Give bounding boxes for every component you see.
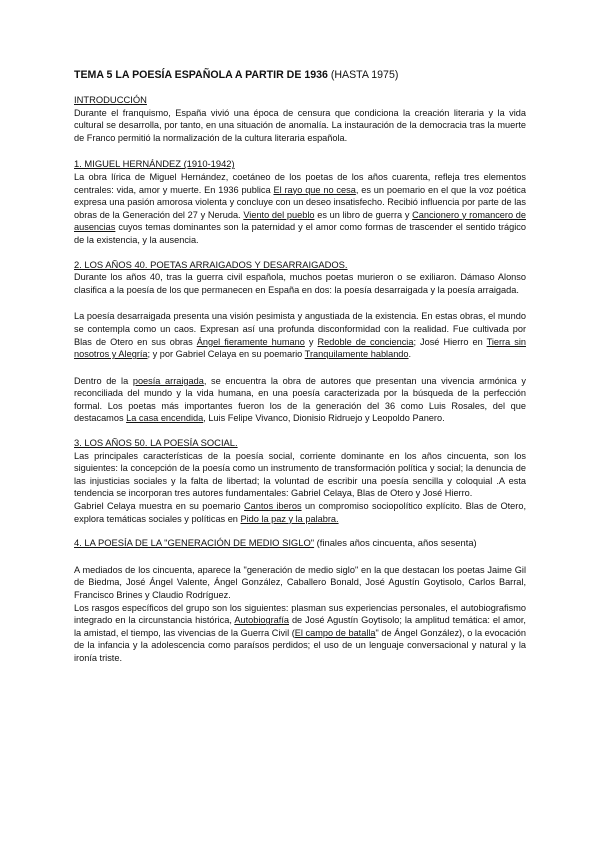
- work-tierra-sin-nosotros: Tierra sin nosotros y Alegría: [74, 336, 526, 360]
- section3-celaya: Gabriel Celaya muestra en su poemario Cantos iberos un compromiso sociopolítico explícito. Blas de Otero, explora temáticas sociales y políticas en Pido la paz y la palabra.: [74, 501, 527, 524]
- section1-heading: 1. MIGUEL HERNÁNDEZ (1910-1942): [74, 158, 235, 170]
- section4-text: A mediados de los cincuenta, aparece la "generación de medio siglo" en la que destacan los poetas Jaime Gil de Biedma, José Ángel Valente, Ángel González, Caballero Bonald, José Agustín Goytisolo, Carlos Barral, Francisco Brines y Claudio Rodríguez.: [74, 564, 526, 600]
- section2-desarraigada: La poesía desarraigada presenta una visión pesimista y angustiada de la existencia. En estas obras, el mundo se contempla como un caos. Expresan así una profunda disconformidad con la realidad. Fue cultivada por Blas de Otero en sus obras Ángel fieramente humano y Redoble de conciencia; José Hierro en Tierra sin nosotros y Alegría; y por Gabriel Celaya en su poemario Tranquilamente hablando.: [74, 311, 526, 360]
- section4-rasgos: Los rasgos específicos del grupo son los siguientes: plasman sus experiencias personales, el autobiografismo integrado en la circunstancia histórica, Autobiografía de José Agustín Goytisolo; la amplitud temática: el amor, la amistad, el tiempo, las vivencias de la Guerra Civil (El campo de batalla" de Ángel González), o la evocación de la infancia y la adolescencia como paraísos perdidos; el uso de un lenguaje conversacional y natural y la ironía triste.: [74, 602, 526, 663]
- title-main: TEMA 5 LA POESÍA ESPAÑOLA A PARTIR DE 1936: [74, 69, 328, 81]
- work-autobiografia: Autobiografía: [234, 615, 289, 626]
- work-el-rayo-que-no-cesa: El rayo que no cesa: [273, 184, 356, 195]
- document-title: [74, 68, 526, 82]
- work-angel-fieramente-humano: Ángel fieramente humano: [196, 336, 305, 347]
- work-tranquilamente-hablando: Tranquilamente hablando: [304, 349, 409, 360]
- work-cantos-iberos: Cantos iberos: [244, 501, 302, 512]
- section2-intro: Durante los años 40, tras la guerra civil española, muchos poetas murieron o se exiliaron. Dámaso Alonso clasifica a la poesía de los que permanecen en España en dos: la poesía desarraigada y la poesía arraigada.: [74, 272, 526, 295]
- section3-text: Las principales características de la poesía social, corriente dominante en los años cincuenta, son los siguientes: la concepción de la poesía como un instrumento de transformación política y social; la denuncia de las injusticias sociales y la falta de libertad; la voluntad de escribir una poesía sencilla y coloquial .A esta tendencia se incorporan tres autores fundamentales: Gabriel Celaya, Blas de Otero y José Hierro.: [74, 450, 526, 499]
- title-sub: (HASTA 1975): [330, 69, 399, 81]
- work-viento-del-pueblo: Viento del pueblo: [243, 209, 315, 220]
- section1-text: La obra lírica de Miguel Hernández, coetáneo de los poetas de los años cuarenta, refleja tres elementos centrales: vida, amor y muerte. En 1936 publica El rayo que no cesa, es un poemario en el que la voz poética expresa una pasión amorosa violenta y concluye con un deseo insatisfecho. Recibió influencia por parte de las obras de la Generación del 27 y Neruda. Viento del pueblo es un libro de guerra y Cancionero y romancero de ausencias cuyos temas dominantes son la paternidad y el amor como formas de trascender el sentido trágico de la existencia, y la ausencia.: [74, 171, 527, 245]
- work-pido-la-paz: Pido la paz y la palabra.: [240, 513, 339, 524]
- section4-heading: 4. LA POESÍA DE LA "GENERACIÓN DE MEDIO SIGLO" (finales años cincuenta, años sesenta): [74, 537, 477, 549]
- section3-heading: 3. LOS AÑOS 50. LA POESÍA SOCIAL.: [74, 437, 238, 449]
- section2-arraigada: Dentro de la poesía arraigada, se encuentra la obra de autores que presentan una vivencia armónica y reconciliada del mundo y la vida humana, en una poesía caracterizada por la búsqueda de la perfección formal. Los poetas más importantes fueron los de la generación del 36 como Luis Rosales, del que destacamos La casa encendida, Luis Felipe Vivanco, Dionisio Ridruejo y Leopoldo Panero.: [74, 375, 526, 424]
- work-redoble-de-conciencia: Redoble de conciencia: [317, 336, 414, 347]
- term-poesia-arraigada: poesía arraigada: [132, 375, 204, 386]
- intro-heading: INTRODUCCIÓN: [74, 94, 147, 105]
- work-cancionero: Cancionero y romancero de ausencias: [74, 209, 527, 233]
- work-la-casa-encendida: La casa encendida: [126, 413, 204, 424]
- section2-heading: 2. LOS AÑOS 40. POETAS ARRAIGADOS Y DESARRAIGADOS.: [74, 258, 348, 270]
- intro-text: Durante el franquismo, España vivió una época de censura que condiciona la creación literaria y la vida cultural se desarrolla, por tanto, en una situación de anomalía. La instauración de la democracia tras la muerte de Franco permitió la normalización de la cultura literaria española.: [74, 107, 526, 143]
- work-el-campo-de-batalla: El campo de batalla: [294, 627, 376, 638]
- document-page: [74, 68, 526, 665]
